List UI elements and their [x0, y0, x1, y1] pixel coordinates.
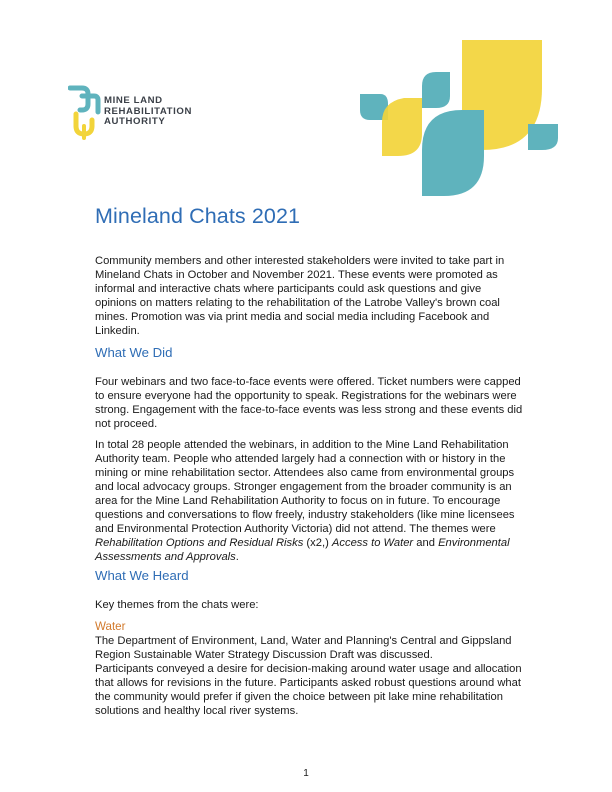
page-number: 1: [303, 768, 309, 779]
theme-rehab-options: Rehabilitation Options and Residual Risks: [95, 537, 304, 549]
key-themes-intro: Key themes from the chats were:: [95, 599, 259, 611]
para2-end: .: [235, 551, 239, 563]
page-title: Mineland Chats 2021: [95, 204, 301, 228]
leaf-teal-large: [422, 110, 484, 196]
leaf-teal-right: [528, 124, 558, 150]
logo-line-2: REHABILITATION: [104, 105, 192, 117]
logo-teal-mark: [70, 88, 88, 110]
theme-access-water: Access to Water: [331, 537, 414, 549]
para2-mid2: and: [413, 537, 439, 549]
what-we-did-paragraph-2: [95, 438, 525, 564]
section-heading-what-we-heard: What We Heard: [95, 568, 189, 583]
logo-line-3: AUTHORITY: [104, 116, 166, 128]
subheading-water: Water: [95, 620, 126, 633]
leaf-yellow-mid: [382, 98, 422, 156]
para2-text: In total 28 people attended the webinars, in addition to the Mine Land Rehabilitation Authority team. People who attended largely had a connection with or history in the mining or mine rehabilitation sector. Attendees also came from environmental groups and local advocacy groups. Stronger engagement from the broader community is an area for the Mine Land Rehabilitation Authority to focus on in future. To encourage questions and conversations to flow freely, industry stakeholders (like mine licensees and Environmental Protection Authority Victoria) did not attend. The themes were: [95, 439, 515, 535]
para2-mid1: (x2,): [303, 537, 332, 549]
what-we-did-paragraph-1: Four webinars and two face-to-face events were offered. Ticket numbers were capped to ensure everyone had the opportunity to speak. Registrations for the webinars were strong. Engagement with the face-to-face events was less strong and these events did not proceed.: [95, 376, 523, 430]
leaf-teal-top: [422, 72, 450, 108]
logo-wordmark: [104, 96, 192, 128]
theme-env-assessments: Environmental Assessments and Approvals: [95, 537, 510, 563]
intro-paragraph: Community members and other interested stakeholders were invited to take part in Mineland Chats in October and November 2021. These events were promoted as informal and interactive chats where participants could ask questions and give opinions on matters relating to the rehabilitation of the Latrobe Valley's brown coal mines. Promotion was via print media and social media including Facebook and Linkedin.: [95, 255, 505, 337]
water-paragraph-1: The Department of Environment, Land, Water and Planning's Central and Gippsland Region Sustainable Water Strategy Discussion Draft was discussed.: [95, 635, 512, 661]
water-paragraph-2: Participants conveyed a desire for decision-making around water usage and allocation that allows for revisions in the future. Participants asked robust questions around what the community would prefer if given the choice between pit lake mine rehabilitation solutions and healthy local river systems.: [95, 663, 522, 717]
decorative-leaves: [352, 38, 562, 203]
logo-line-1: MINE LAND: [104, 95, 163, 106]
section-heading-what-we-did: What We Did: [95, 345, 173, 360]
